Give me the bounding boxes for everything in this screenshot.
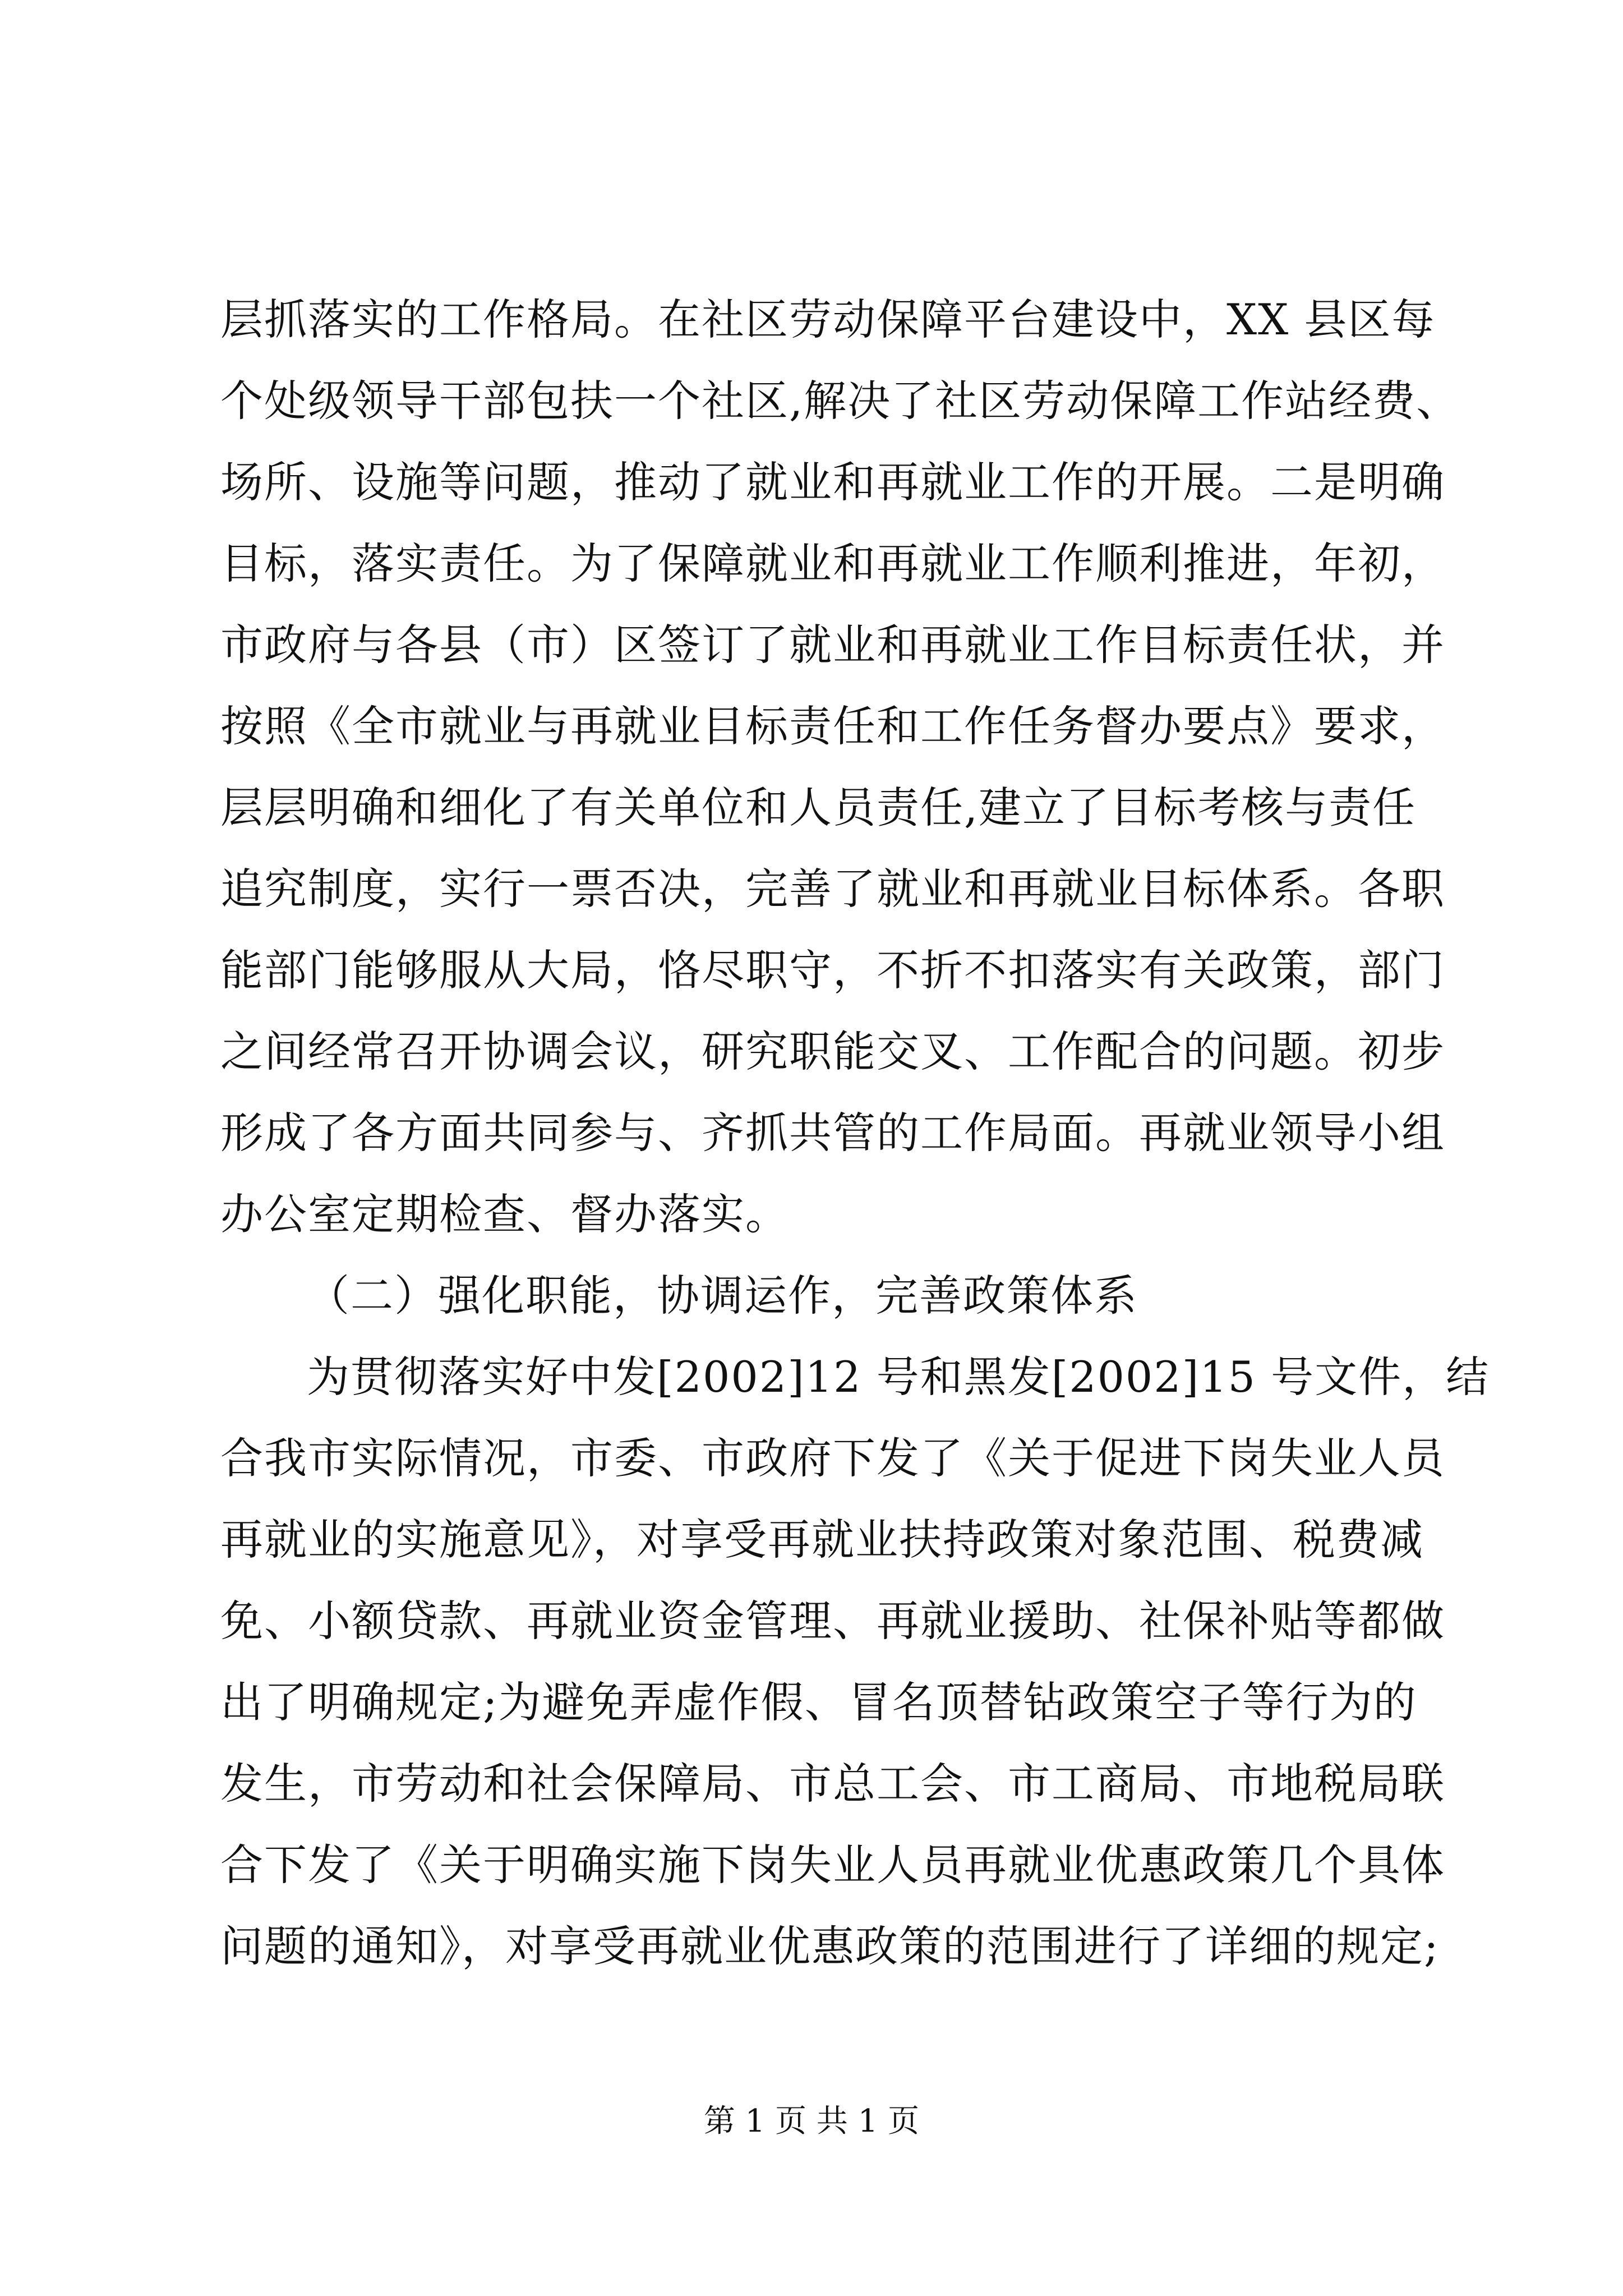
- paragraph-line: 合我市实际情况，市委、市政府下发了《关于促进下岗失业人员: [220, 1433, 1445, 1483]
- paragraph-line: 之间经常召开协调会议，研究职能交叉、工作配合的问题。初步: [220, 1027, 1445, 1076]
- paragraph-line: 发生，市劳动和社会保障局、市总工会、市工商局、市地税局联: [220, 1759, 1445, 1809]
- paragraph-line: 出了明确规定;为避免弄虚作假、冒名顶替钻政策空子等行为的: [220, 1677, 1417, 1727]
- paragraph-line: 追究制度，实行一票否决，完善了就业和再就业目标体系。各职: [220, 864, 1445, 914]
- paragraph-line: 层抓落实的工作格局。在社区劳动保障平台建设中，XX 县区每: [220, 295, 1436, 344]
- paragraph-line: 场所、设施等问题，推动了就业和再就业工作的开展。二是明确: [220, 457, 1445, 507]
- paragraph-line: 市政府与各县（市）区签订了就业和再就业工作目标责任状，并: [220, 620, 1445, 670]
- paragraph-line: 目标，落实责任。为了保障就业和再就业工作顺利推进，年初，: [220, 539, 1445, 588]
- page-number-footer: 第 1 页 共 1 页: [703, 2103, 920, 2139]
- paragraph-line: 免、小额贷款、再就业资金管理、再就业援助、社保补贴等都做: [220, 1596, 1445, 1646]
- section-heading: （二）强化职能，协调运作，完善政策体系: [307, 1271, 1138, 1320]
- paragraph-line: 问题的通知》，对享受再就业优惠政策的范围进行了详细的规定;: [220, 1921, 1440, 1971]
- paragraph-line: 合下发了《关于明确实施下岗失业人员再就业优惠政策几个具体: [220, 1840, 1445, 1890]
- paragraph-line: 层层明确和细化了有关单位和人员责任,建立了目标考核与责任: [220, 783, 1417, 832]
- paragraph-line: 形成了各方面共同参与、齐抓共管的工作局面。再就业领导小组: [220, 1108, 1445, 1158]
- paragraph-line: 为贯彻落实好中发[2002]12 号和黑发[2002]15 号文件，结: [307, 1352, 1490, 1402]
- paragraph-line: 按照《全市就业与再就业目标责任和工作任务督办要点》要求，: [220, 701, 1445, 751]
- paragraph-line: 再就业的实施意见》，对享受再就业扶持政策对象范围、税费减: [220, 1515, 1424, 1565]
- paragraph-line: 能部门能够服从大局，恪尽职守，不折不扣落实有关政策，部门: [220, 945, 1445, 995]
- paragraph-line: 个处级领导干部包扶一个社区,解决了社区劳动保障工作站经费、: [220, 376, 1460, 426]
- paragraph-line: 办公室定期检查、督办落实。: [220, 1189, 789, 1239]
